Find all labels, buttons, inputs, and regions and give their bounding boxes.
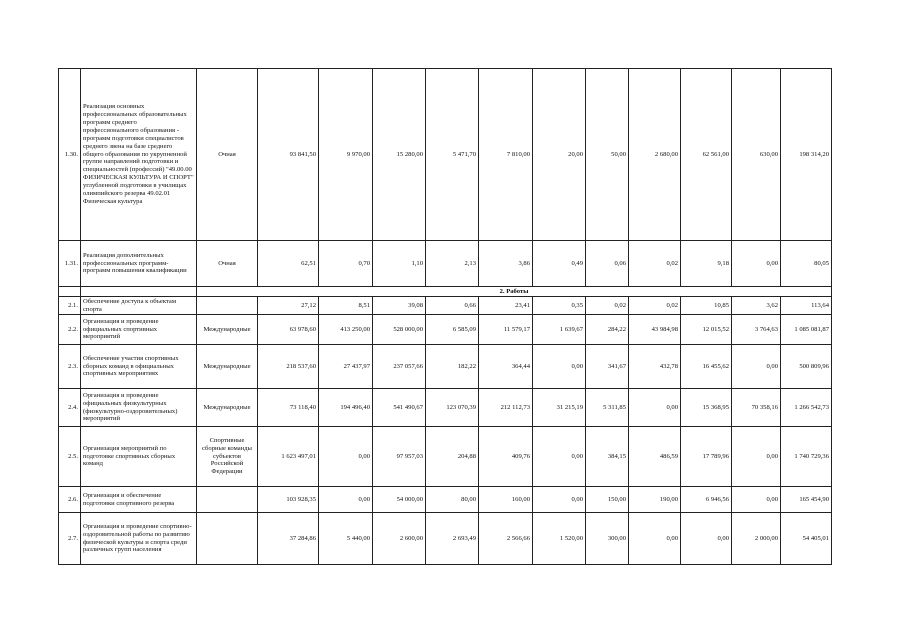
cost-value: 0,00: [533, 427, 586, 487]
table-row: [59, 297, 832, 315]
row-total-value: 1 740 729,36: [781, 427, 832, 487]
table-row: [59, 315, 832, 345]
cost-value: 0,00: [319, 427, 373, 487]
row-number: 2.4.: [59, 389, 81, 427]
service-type: [197, 297, 258, 315]
table-row: [59, 345, 832, 389]
row-total-value: 54 405,01: [781, 513, 832, 565]
cost-value: 27 437,97: [319, 345, 373, 389]
row-total-value: 1 085 081,87: [781, 315, 832, 345]
cost-value: 37 284,86: [258, 513, 319, 565]
table-row: [59, 427, 832, 487]
cost-value: 160,00: [479, 487, 533, 513]
cost-value: 12 015,52: [681, 315, 732, 345]
cost-value: 384,15: [586, 427, 629, 487]
cost-value: 11 579,17: [479, 315, 533, 345]
cost-value: 413 250,00: [319, 315, 373, 345]
cost-value: 0,00: [732, 427, 781, 487]
cost-value: 103 928,35: [258, 487, 319, 513]
service-type: Международные: [197, 389, 258, 427]
cost-value: 16 455,62: [681, 345, 732, 389]
cost-value: 7 810,00: [479, 69, 533, 241]
service-type: Очная: [197, 241, 258, 287]
cost-value: 2,13: [426, 241, 479, 287]
row-number: 1.30.: [59, 69, 81, 241]
table-section-2-header: [59, 287, 832, 297]
cost-value: 0,49: [533, 241, 586, 287]
table-section-2: [59, 297, 832, 565]
cost-value: 123 070,39: [426, 389, 479, 427]
row-number: 1.31.: [59, 241, 81, 287]
row-total-value: 198 314,20: [781, 69, 832, 241]
cost-value: 15 280,00: [373, 69, 426, 241]
table-section-1: [59, 69, 832, 287]
cost-value: 1 639,67: [533, 315, 586, 345]
row-total-value: 113,64: [781, 297, 832, 315]
cost-value: 0,02: [629, 241, 681, 287]
cost-value: 1 623 497,01: [258, 427, 319, 487]
service-type: Международные: [197, 315, 258, 345]
cost-value: 0,00: [732, 487, 781, 513]
cost-value: 0,66: [426, 297, 479, 315]
cost-value: 17 789,96: [681, 427, 732, 487]
cost-value: 9,18: [681, 241, 732, 287]
service-type: [197, 487, 258, 513]
service-name: Обеспечение доступа к объектам спорта: [81, 297, 197, 315]
row-total-value: 165 454,90: [781, 487, 832, 513]
service-name: Организация и проведение официальных физкультурных (физкультурно-оздоровительных) мероприятий: [81, 389, 197, 427]
cost-value: 27,12: [258, 297, 319, 315]
service-type: [197, 513, 258, 565]
section-header-num-cell: [59, 287, 81, 297]
cost-value: 300,00: [586, 513, 629, 565]
cost-value: 10,85: [681, 297, 732, 315]
cost-value: 190,00: [629, 487, 681, 513]
cost-value: 0,00: [732, 241, 781, 287]
cost-value: 284,22: [586, 315, 629, 345]
section-title: 2. Работы: [197, 287, 832, 297]
table-row: [59, 389, 832, 427]
section-header-name-cell: [81, 287, 197, 297]
cost-value: 5 471,70: [426, 69, 479, 241]
cost-value: 2 600,00: [373, 513, 426, 565]
cost-value: 70 358,16: [732, 389, 781, 427]
cost-value: 218 537,60: [258, 345, 319, 389]
cost-value: 62,51: [258, 241, 319, 287]
cost-value: 5 311,85: [586, 389, 629, 427]
row-number: 2.3.: [59, 345, 81, 389]
row-number: 2.5.: [59, 427, 81, 487]
cost-value: 212 112,73: [479, 389, 533, 427]
section-header-row: [59, 287, 832, 297]
row-total-value: 80,05: [781, 241, 832, 287]
cost-value: 0,00: [319, 487, 373, 513]
cost-value: 341,67: [586, 345, 629, 389]
row-total-value: 1 266 542,73: [781, 389, 832, 427]
cost-value: 0,00: [533, 487, 586, 513]
cost-value: 204,88: [426, 427, 479, 487]
cost-value: 80,00: [426, 487, 479, 513]
cost-value: 31 215,19: [533, 389, 586, 427]
cost-value: 237 057,66: [373, 345, 426, 389]
cost-value: 5 440,00: [319, 513, 373, 565]
cost-value: 486,59: [629, 427, 681, 487]
cost-value: 1 520,00: [533, 513, 586, 565]
service-name: Организация и проведение официальных спортивных мероприятий: [81, 315, 197, 345]
cost-value: 150,00: [586, 487, 629, 513]
cost-value: 1,10: [373, 241, 426, 287]
row-number: 2.7.: [59, 513, 81, 565]
cost-value: 0,00: [533, 345, 586, 389]
service-name: Обеспечение участия спортивных сборных команд в официальных спортивных мероприятиях: [81, 345, 197, 389]
cost-value: 0,06: [586, 241, 629, 287]
cost-value: 20,00: [533, 69, 586, 241]
cost-value: 73 118,40: [258, 389, 319, 427]
cost-value: 2 566,66: [479, 513, 533, 565]
cost-value: 23,41: [479, 297, 533, 315]
row-total-value: 500 809,96: [781, 345, 832, 389]
cost-value: 541 490,67: [373, 389, 426, 427]
cost-value: 0,35: [533, 297, 586, 315]
cost-value: 2 680,00: [629, 69, 681, 241]
cost-value: 6 585,09: [426, 315, 479, 345]
cost-value: 93 841,50: [258, 69, 319, 241]
row-number: 2.1.: [59, 297, 81, 315]
service-type: Очная: [197, 69, 258, 241]
cost-value: 2 693,49: [426, 513, 479, 565]
cost-value: 54 000,00: [373, 487, 426, 513]
cost-value: 364,44: [479, 345, 533, 389]
service-name: Организация и проведение спортивно-оздоровительной работы по развитию физической культуры и спорта среди различных групп населения: [81, 513, 197, 565]
table-row: [59, 487, 832, 513]
cost-value: 8,51: [319, 297, 373, 315]
cost-value: 0,00: [629, 513, 681, 565]
cost-value: 50,00: [586, 69, 629, 241]
cost-value: 409,76: [479, 427, 533, 487]
cost-value: 6 946,56: [681, 487, 732, 513]
cost-value: 0,00: [732, 345, 781, 389]
cost-value: 3,86: [479, 241, 533, 287]
cost-value: 0,70: [319, 241, 373, 287]
cost-table: [58, 68, 832, 565]
cost-value: 182,22: [426, 345, 479, 389]
cost-value: 97 957,03: [373, 427, 426, 487]
cost-value: 528 000,00: [373, 315, 426, 345]
table-row: [59, 513, 832, 565]
row-number: 2.6.: [59, 487, 81, 513]
service-type: Международные: [197, 345, 258, 389]
service-name: Организация и обеспечение подготовки спортивного резерва: [81, 487, 197, 513]
cost-value: 194 496,40: [319, 389, 373, 427]
table-row: [59, 69, 832, 241]
table-row: [59, 241, 832, 287]
cost-value: 630,00: [732, 69, 781, 241]
cost-value: 0,02: [586, 297, 629, 315]
cost-value: 432,78: [629, 345, 681, 389]
service-name: Организация мероприятий по подготовке спортивных сборных команд: [81, 427, 197, 487]
cost-value: 0,02: [629, 297, 681, 315]
cost-value: 43 984,98: [629, 315, 681, 345]
cost-value: 0,00: [681, 513, 732, 565]
cost-value: 9 970,00: [319, 69, 373, 241]
cost-value: 3 764,63: [732, 315, 781, 345]
service-name: Реализация дополнительных профессиональных программ-программ повышения квалификации: [81, 241, 197, 287]
cost-value: 2 000,00: [732, 513, 781, 565]
service-name: Реализация основных профессиональных образовательных программ среднего профессионального образования - программ подготовки специалистов среднего звена на базе среднего общего образования по укрупненной группе направлений подготовки и специальностей (профессий) "49.00.00 ФИЗИЧЕСКАЯ КУЛЬТУРА И СПОРТ" углубленной подготовки в училищах олимпийского резерва 49.02.01 Физическая культура: [81, 69, 197, 241]
cost-value: 15 368,95: [681, 389, 732, 427]
cost-value: 0,00: [629, 389, 681, 427]
cost-value: 3,62: [732, 297, 781, 315]
service-type: Спортивные сборные команды субъектов Российской Федерации: [197, 427, 258, 487]
row-number: 2.2.: [59, 315, 81, 345]
cost-value: 62 561,00: [681, 69, 732, 241]
cost-value: 63 978,60: [258, 315, 319, 345]
cost-value: 39,08: [373, 297, 426, 315]
